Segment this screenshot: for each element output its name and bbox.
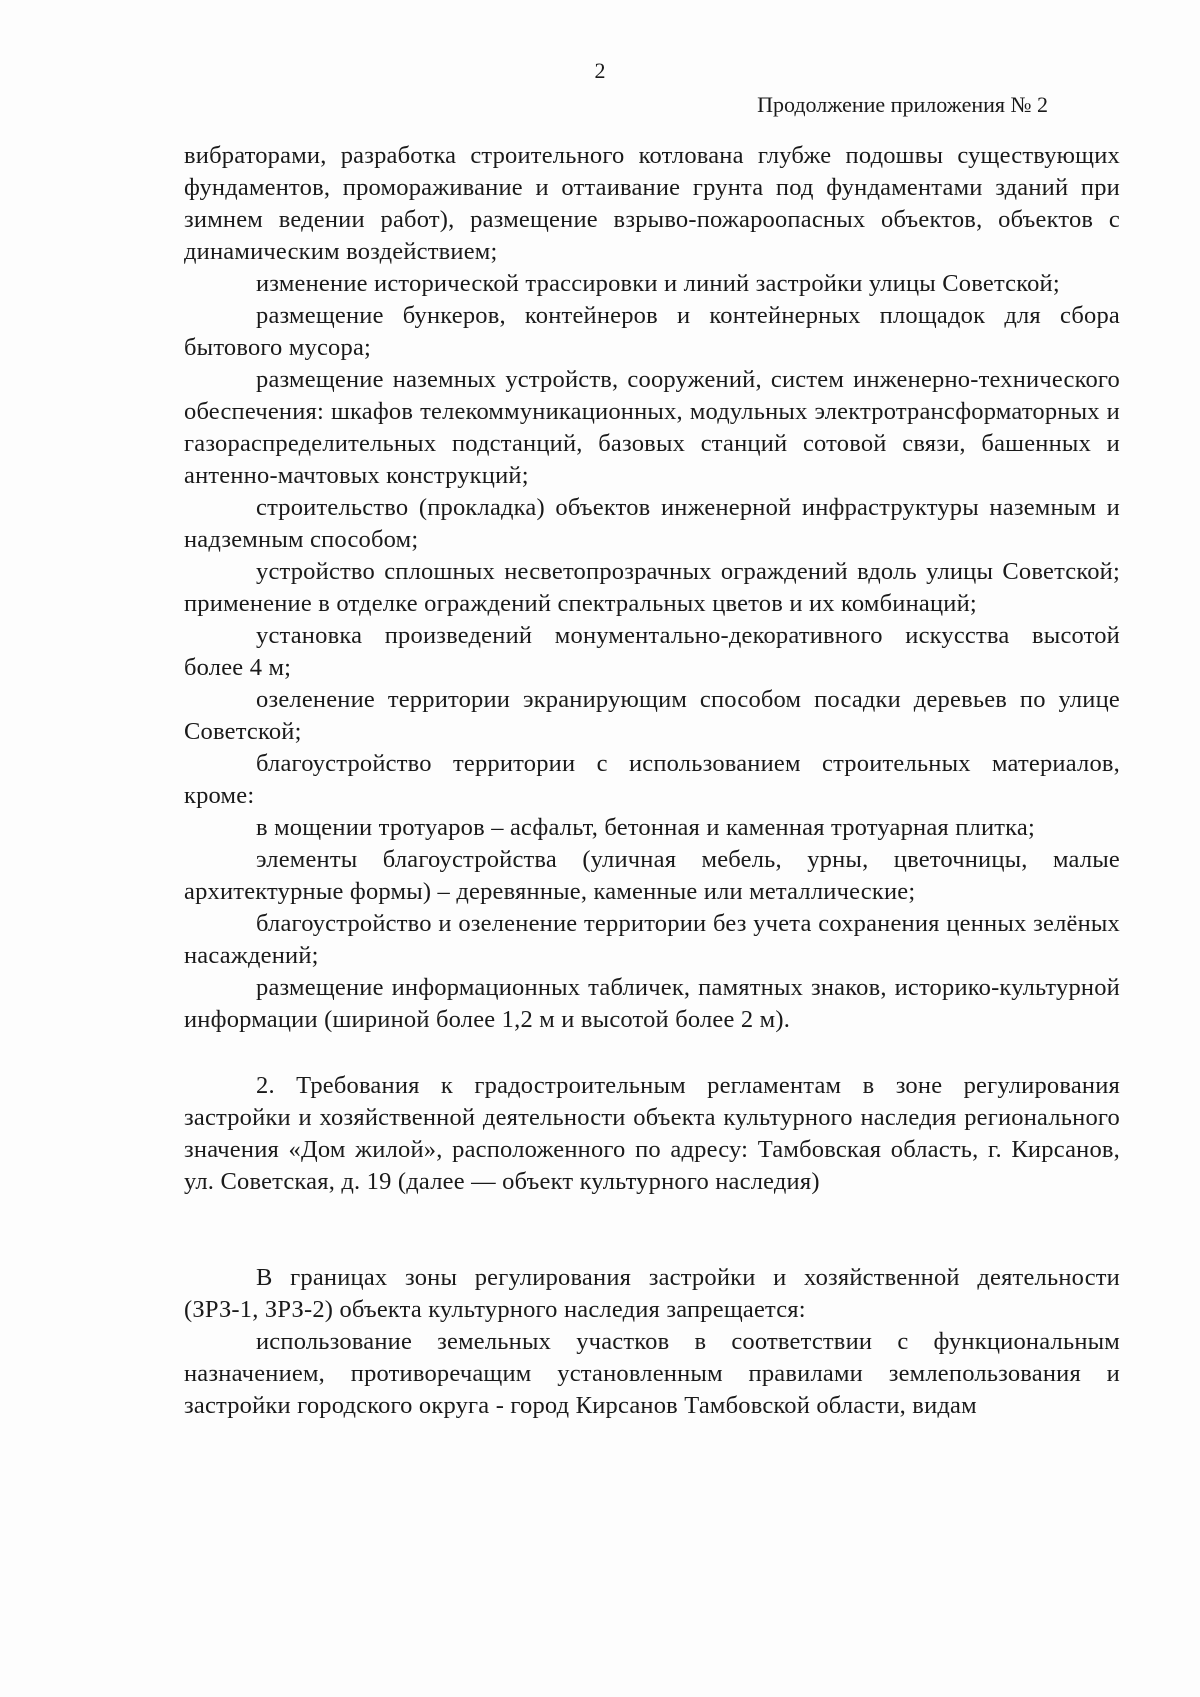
document-body <box>184 140 1120 1422</box>
paragraph: изменение исторической трассировки и линий застройки улицы Советской; <box>256 270 1060 297</box>
paragraph: размещение информационных табличек, памятных знаков, историко-культурной информации (шириной более 1,2 м и высотой более 2 м). <box>184 974 1120 1033</box>
paragraph: строительство (прокладка) объектов инженерной инфраструктуры наземным и надземным способом; <box>184 494 1120 553</box>
paragraph: озеленение территории экранирующим способом посадки деревьев по улице Советской; <box>184 686 1120 745</box>
paragraph: благоустройство территории с использованием строительных материалов, кроме: <box>184 750 1120 809</box>
paragraph: вибраторами, разработка строительного котлована глубже подошвы существующих фундаментов, промораживание и оттаивание грунта под фундаментами зданий при зимнем ведении работ), размещение взрыво-пожароопасных объектов, объектов с динамическим воздействием; <box>184 142 1120 265</box>
section-heading: 2. Требования к градостроительным регламентам в зоне регулирования застройки и хозяйственной деятельности объекта культурного наследия регионального значения «Дом жилой», расположенного по адресу: Тамбовская область, г. Кирсанов, ул. Советская, д. 19 (далее — объект культурного наследия) <box>184 1072 1120 1195</box>
paragraph: в мощении тротуаров – асфальт, бетонная и каменная тротуарная плитка; <box>256 814 1035 841</box>
paragraph: устройство сплошных несветопрозрачных ограждений вдоль улицы Советской; применение в отделке ограждений спектральных цветов и их комбинаций; <box>184 558 1120 617</box>
page-number: 2 <box>594 58 606 83</box>
paragraph: установка произведений монументально-декоративного искусства высотой более 4 м; <box>184 622 1120 681</box>
appendix-continuation-note: Продолжение приложения № 2 <box>757 92 1048 117</box>
paragraph: размещение бункеров, контейнеров и контейнерных площадок для сбора бытового мусора; <box>184 302 1120 361</box>
paragraph: благоустройство и озеленение территории без учета сохранения ценных зелёных насаждений; <box>184 910 1120 969</box>
zone-intro-paragraph: В границах зоны регулирования застройки и хозяйственной деятельности (ЗРЗ-1, ЗРЗ-2) объекта культурного наследия запрещается: <box>184 1264 1120 1323</box>
paragraph: размещение наземных устройств, сооружений, систем инженерно-технического обеспечения: шкафов телекоммуникационных, модульных электротрансформаторных и газораспределительных подстанций, базовых станций сотовой связи, башенных и антенно-мачтовых конструкций; <box>184 366 1120 489</box>
paragraph: использование земельных участков в соответствии с функциональным назначением, противоречащим установленным правилами землепользования и застройки городского округа - город Кирсанов Тамбовской области, видам <box>184 1328 1120 1419</box>
paragraph: элементы благоустройства (уличная мебель, урны, цветочницы, малые архитектурные формы) – деревянные, каменные или металлические; <box>184 846 1120 905</box>
